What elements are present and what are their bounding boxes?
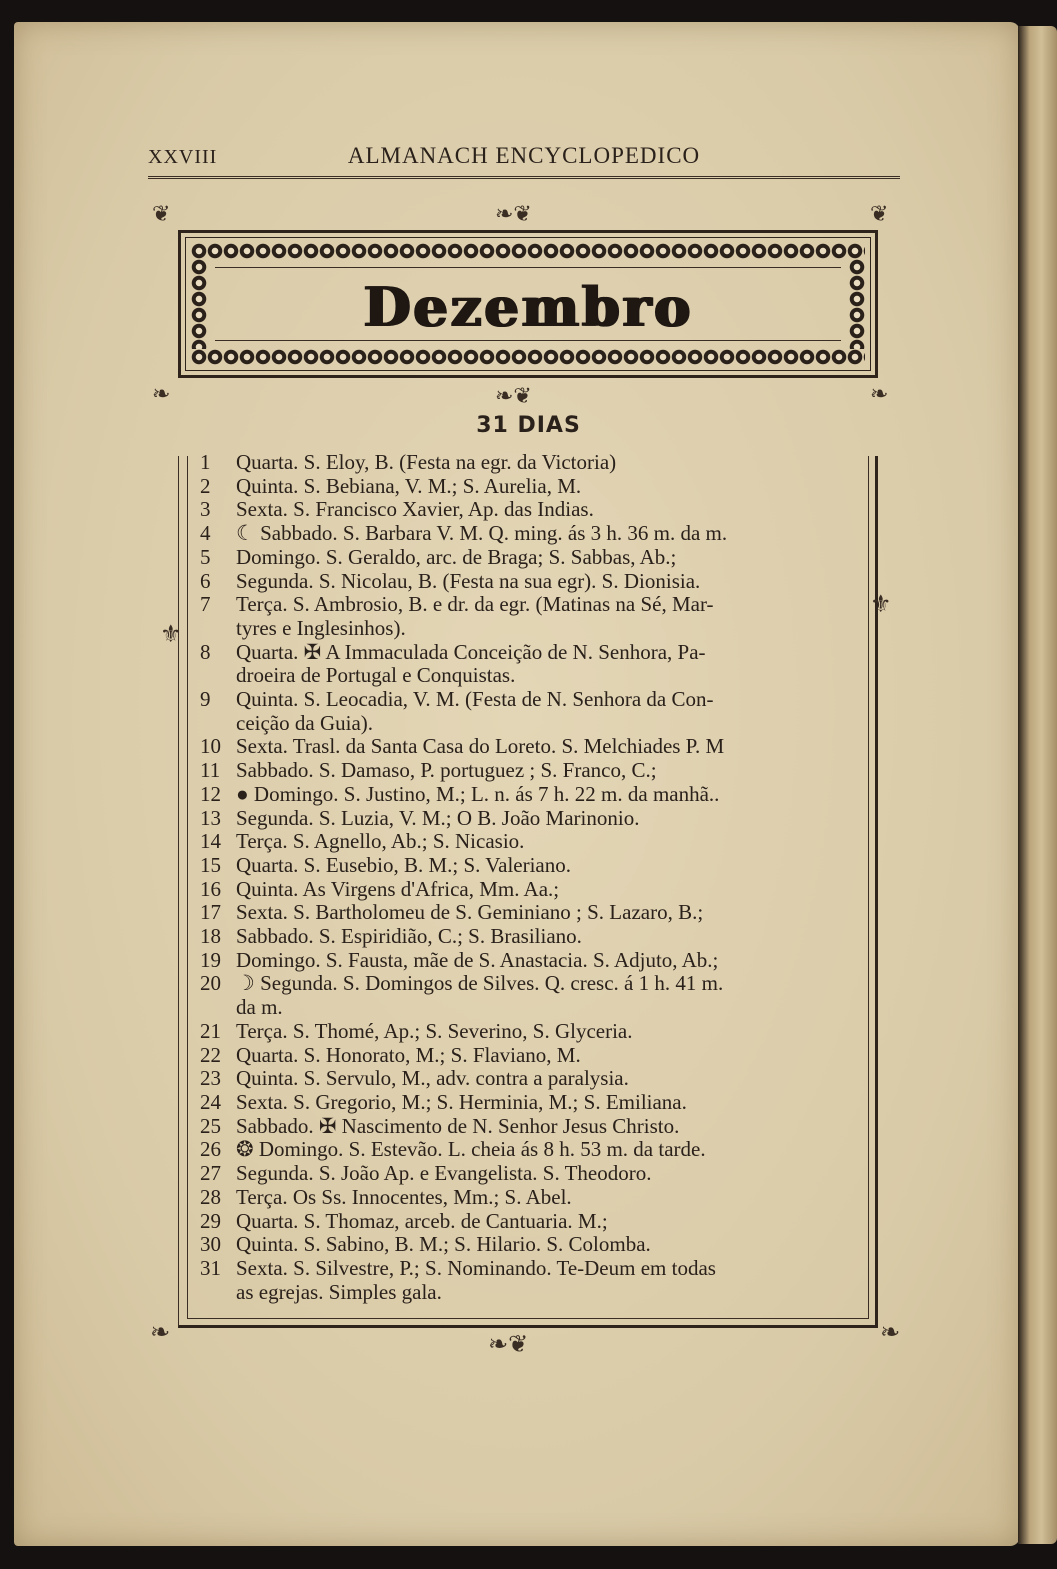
day-number: 2 [200,473,211,498]
day-text: Sexta. S. Francisco Xavier, Ap. das Indias. [236,497,594,522]
day-number: 30 [200,1232,221,1257]
day-number: 14 [200,829,221,854]
day-number: 22 [200,1042,221,1067]
bead-border-right [849,259,865,349]
calendar-entry [200,1020,870,1044]
day-text: Sexta. Trasl. da Santa Casa do Loreto. S. Melchiades P. M [236,734,725,759]
scroll-ornament-icon: ❦ [152,202,171,227]
day-number: 4 [200,521,211,546]
day-text: Sabbado. S. Espiridião, C.; S. Brasiliano. [236,924,582,949]
calendar-entries [200,451,870,1304]
day-number: 5 [200,544,211,569]
calendar-entry [200,1210,870,1234]
calendar-entry [200,830,870,854]
day-text: Sexta. S. Silvestre, P.; S. Nominando. Te-Deum em todas [236,1255,716,1280]
day-text: ☽ Segunda. S. Domingos de Silves. Q. cresc. á 1 h. 41 m. [236,971,724,996]
day-number: 28 [200,1184,221,1209]
day-text: Sexta. S. Bartholomeu de S. Geminiano ; S. Lazaro, B.; [236,900,704,925]
day-text: Sexta. S. Gregorio, M.; S. Herminia, M.; S. Emiliana. [236,1089,687,1114]
day-number: 26 [200,1137,221,1162]
calendar-entry [200,1115,870,1139]
day-number: 16 [200,876,221,901]
day-number: 19 [200,947,221,972]
scroll-ornament-icon: ❧ [870,382,889,407]
day-text: Terça. S. Ambrosio, B. e dr. da egr. (Matinas na Sé, Mar- [236,592,714,617]
scroll-ornament-icon: ⚜ [160,620,182,648]
day-text-continuation: da m. [236,995,283,1020]
calendar-entry [200,475,870,499]
calendar-entry [200,522,870,546]
scroll-ornament-icon: ❦ [870,202,889,227]
day-number: 24 [200,1089,221,1114]
calendar-entry [200,1233,870,1257]
days-count: 31 DIAS [476,413,581,438]
day-text: Terça. S. Agnello, Ab.; S. Nicasio. [236,829,525,854]
day-text: Quinta. S. Servulo, M., adv. contra a paralysia. [236,1066,629,1091]
day-text: Segunda. S. João Ap. e Evangelista. S. Theodoro. [236,1161,652,1186]
day-number: 18 [200,924,221,949]
scroll-ornament-icon: ❧ [150,1318,171,1346]
calendar-entry [200,1044,870,1068]
calendar-entry [200,1162,870,1186]
calendar-entry [200,759,870,783]
day-number: 10 [200,734,221,759]
day-text: Quinta. S. Bebiana, V. M.; S. Aurelia, M. [236,473,582,498]
calendar-entry [200,783,870,807]
day-text: Quarta. S. Thomaz, arceb. de Cantuaria. M.; [236,1208,608,1233]
day-text-continuation: as egrejas. Simples gala. [236,1279,442,1304]
day-number: 31 [200,1255,221,1280]
day-text: ☾ Sabbado. S. Barbara V. M. Q. ming. ás 3 h. 36 m. da m. [236,521,728,546]
scroll-ornament-icon: ❧ [152,382,171,407]
day-number: 21 [200,1018,221,1043]
calendar-entry [200,688,870,712]
calendar-entry [200,641,870,665]
calendar-entry [200,546,870,570]
calendar-entry [200,1067,870,1091]
day-number: 1 [200,450,211,474]
scroll-ornament-icon: ❧❦ [488,1330,529,1358]
bead-border-top [191,243,865,259]
calendar-entry [200,498,870,522]
day-text: Sabbado. ✠ Nascimento de N. Senhor Jesus Christo. [236,1113,680,1138]
day-text: Quarta. ✠ A Immaculada Conceição de N. Senhora, Pa- [236,639,706,664]
scroll-ornament-icon: ❧❦ [495,202,532,227]
day-number: 15 [200,852,221,877]
day-text: Domingo. S. Geraldo, arc. de Braga; S. Sabbas, Ab.; [236,544,677,569]
calendar-entry [200,1257,870,1281]
calendar-entry [200,1091,870,1115]
page-edge [1018,26,1057,1544]
calendar-entry [200,451,870,475]
calendar-entry [200,807,870,831]
day-number: 8 [200,639,211,664]
calendar-entry [200,1138,870,1162]
page-number: XXVIII [148,146,218,168]
calendar-entry [200,1186,870,1210]
bead-border-left [191,259,207,349]
day-number: 9 [200,687,211,712]
day-text-continuation: ceição da Guia). [236,710,374,735]
day-number: 6 [200,568,211,593]
day-number: 13 [200,805,221,830]
day-text: Quarta. S. Eusebio, B. M.; S. Valeriano. [236,852,571,877]
month-title-panel [215,267,841,341]
day-number: 17 [200,900,221,925]
day-text: Sabbado. S. Damaso, P. portuguez ; S. Franco, C.; [236,758,657,783]
day-text: Segunda. S. Nicolau, B. (Festa na sua egr). S. Dionisia. [236,568,701,593]
day-text: ● Domingo. S. Justino, M.; L. n. ás 7 h. 22 m. da manhã.. [236,781,720,806]
day-number: 3 [200,497,211,522]
month-title: Dezembro [363,275,693,339]
day-number: 12 [200,781,221,806]
scroll-ornament-icon: ⚜ [870,590,892,618]
day-text-continuation: droeira de Portugal e Conquistas. [236,663,516,688]
page-header [148,140,900,179]
calendar-entry [200,925,870,949]
day-text: Quarta. S. Honorato, M.; S. Flaviano, M. [236,1042,581,1067]
day-number: 7 [200,592,211,617]
calendar-entry [200,972,870,996]
scroll-ornament-icon: ❧❦ [495,384,532,409]
calendar-entry [200,854,870,878]
day-number: 27 [200,1161,221,1186]
calendar-entry [200,949,870,973]
day-text: Terça. Os Ss. Innocentes, Mm.; S. Abel. [236,1184,572,1209]
day-text: Terça. S. Thomé, Ap.; S. Severino, S. Glyceria. [236,1018,633,1043]
calendar-entry [200,901,870,925]
bead-border-bottom [191,349,865,365]
day-number: 23 [200,1066,221,1091]
day-text: Quinta. S. Sabino, B. M.; S. Hilario. S. Colomba. [236,1232,651,1257]
day-text-continuation: tyres e Inglesinhos). [236,615,406,640]
day-text: Domingo. S. Fausta, mãe de S. Anastacia. S. Adjuto, Ab.; [236,947,719,972]
day-number: 20 [200,971,221,996]
scroll-ornament-icon: ❧ [880,1318,901,1346]
day-text: ❂ Domingo. S. Estevão. L. cheia ás 8 h. 53 m. da tarde. [236,1137,706,1162]
month-title-box [178,230,878,378]
day-text: Quinta. As Virgens d'Africa, Mm. Aa.; [236,876,560,901]
calendar-entry [200,735,870,759]
day-number: 11 [200,758,221,783]
day-number: 25 [200,1113,221,1138]
running-title: ALMANACH ENCYCLOPEDICO [347,143,701,168]
day-number: 29 [200,1208,221,1233]
calendar-entry [200,593,870,617]
calendar-entry [200,570,870,594]
calendar-entry [200,878,870,902]
day-text: Segunda. S. Luzia, V. M.; O B. João Marinonio. [236,805,640,830]
day-text: Quinta. S. Leocadia, V. M. (Festa de N. Senhora da Con- [236,687,714,712]
day-text: Quarta. S. Eloy, B. (Festa na egr. da Victoria) [236,450,617,474]
